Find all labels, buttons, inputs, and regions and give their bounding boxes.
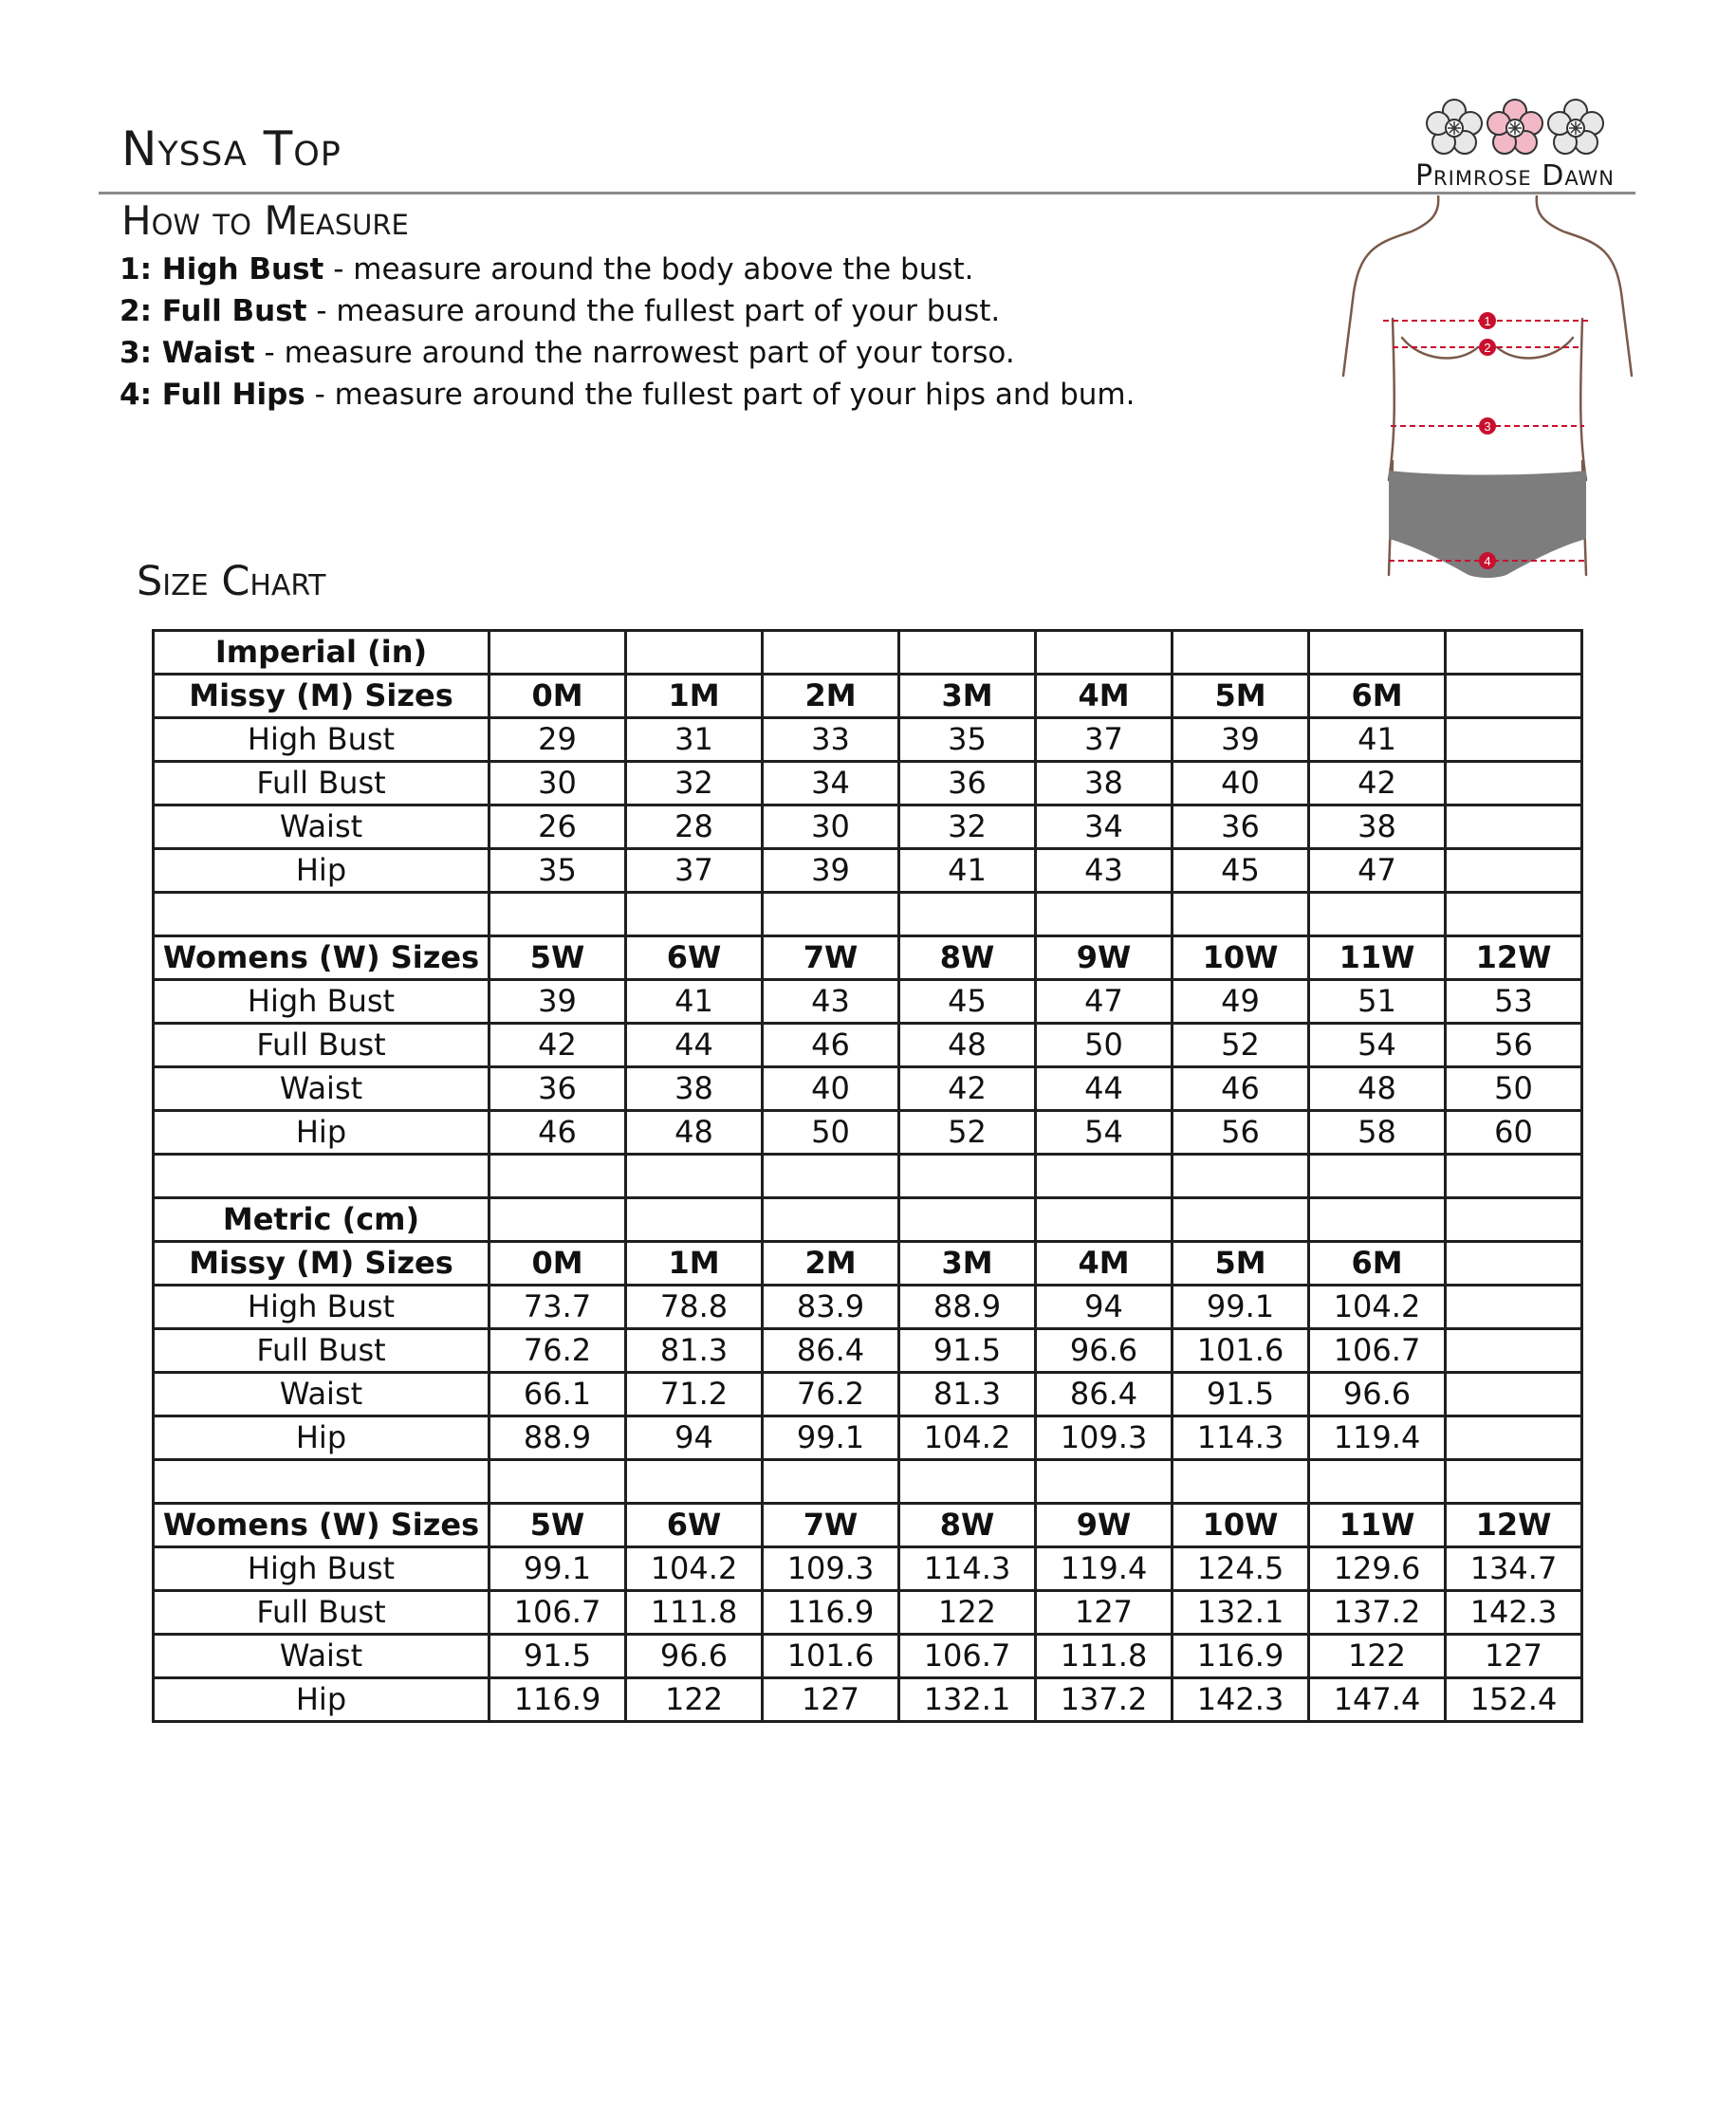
svg-text:3: 3 (1484, 419, 1491, 434)
table-cell: 0M (489, 1242, 626, 1286)
table-cell: 99.1 (1173, 1286, 1309, 1329)
table-cell: 26 (489, 805, 626, 849)
table-cell: 116.9 (1173, 1635, 1309, 1678)
table-cell: 49 (1173, 980, 1309, 1024)
table-cell: 101.6 (763, 1635, 899, 1678)
table-cell: 119.4 (1309, 1416, 1446, 1460)
table-cell: 96.6 (1309, 1373, 1446, 1416)
table-cell (1446, 1242, 1582, 1286)
table-cell: 106.7 (899, 1635, 1036, 1678)
table-cell (489, 1198, 626, 1242)
row-label-cell: Hip (154, 1678, 489, 1722)
table-cell: 116.9 (763, 1591, 899, 1635)
table-cell: 122 (1309, 1635, 1446, 1678)
table-cell: 30 (489, 762, 626, 805)
row-label-cell (154, 1155, 489, 1198)
table-cell: 11W (1309, 1504, 1446, 1547)
table-cell: 88.9 (899, 1286, 1036, 1329)
table-cell: 29 (489, 718, 626, 762)
table-cell (1309, 631, 1446, 675)
table-cell: 94 (1036, 1286, 1173, 1329)
table-cell: 134.7 (1446, 1547, 1582, 1591)
table-cell: 2M (763, 1242, 899, 1286)
row-label-cell: Full Bust (154, 1329, 489, 1373)
table-cell: 36 (899, 762, 1036, 805)
table-cell (1036, 1198, 1173, 1242)
table-row (154, 1635, 1582, 1678)
table-cell: 7W (763, 936, 899, 980)
row-label-cell: High Bust (154, 1286, 489, 1329)
table-cell: 104.2 (1309, 1286, 1446, 1329)
row-label-cell: Waist (154, 1635, 489, 1678)
table-row (154, 1155, 1582, 1198)
table-cell: 48 (1309, 1067, 1446, 1111)
measure-instructions (120, 249, 1305, 416)
table-row (154, 675, 1582, 718)
table-cell: 8W (899, 936, 1036, 980)
table-cell (1036, 1155, 1173, 1198)
table-row (154, 1460, 1582, 1504)
table-cell: 41 (626, 980, 763, 1024)
svg-text:2: 2 (1484, 341, 1491, 355)
row-label-cell: Hip (154, 1111, 489, 1155)
table-cell: 56 (1446, 1024, 1582, 1067)
table-cell (763, 1155, 899, 1198)
table-row (154, 1329, 1582, 1373)
table-cell: 56 (1173, 1111, 1309, 1155)
table-cell (899, 631, 1036, 675)
table-cell: 73.7 (489, 1286, 626, 1329)
table-cell: 35 (899, 718, 1036, 762)
table-cell: 127 (1446, 1635, 1582, 1678)
table-cell (1446, 1329, 1582, 1373)
table-cell: 8W (899, 1504, 1036, 1547)
table-cell: 50 (1446, 1067, 1582, 1111)
table-cell: 104.2 (626, 1547, 763, 1591)
table-cell (626, 1155, 763, 1198)
table-cell: 2M (763, 675, 899, 718)
instruction-item: 4: Full Hips - measure around the fullest part of your hips and bum. (120, 378, 1136, 412)
table-cell: 109.3 (1036, 1416, 1173, 1460)
table-cell: 9W (1036, 1504, 1173, 1547)
table-cell: 127 (1036, 1591, 1173, 1635)
table-cell: 91.5 (489, 1635, 626, 1678)
table-cell: 4M (1036, 1242, 1173, 1286)
table-cell: 106.7 (1309, 1329, 1446, 1373)
table-row (154, 1198, 1582, 1242)
table-cell: 86.4 (763, 1329, 899, 1373)
table-cell: 7W (763, 1504, 899, 1547)
table-cell: 0M (489, 675, 626, 718)
table-cell: 45 (1173, 849, 1309, 893)
table-cell: 99.1 (763, 1416, 899, 1460)
table-cell: 91.5 (1173, 1373, 1309, 1416)
table-cell: 9W (1036, 936, 1173, 980)
table-cell: 42 (489, 1024, 626, 1067)
table-row (154, 1591, 1582, 1635)
table-cell: 46 (489, 1111, 626, 1155)
table-cell: 11W (1309, 936, 1446, 980)
table-cell: 88.9 (489, 1416, 626, 1460)
table-cell: 42 (899, 1067, 1036, 1111)
brand-logo (1377, 99, 1653, 193)
pink-flower-icon (1486, 99, 1544, 157)
table-cell: 6W (626, 936, 763, 980)
table-cell: 76.2 (763, 1373, 899, 1416)
table-cell: 45 (899, 980, 1036, 1024)
table-cell: 76.2 (489, 1329, 626, 1373)
table-cell: 147.4 (1309, 1678, 1446, 1722)
table-row (154, 1024, 1582, 1067)
table-cell: 6W (626, 1504, 763, 1547)
table-cell (763, 893, 899, 936)
table-cell (1036, 1460, 1173, 1504)
table-cell: 47 (1036, 980, 1173, 1024)
row-label-cell: Full Bust (154, 762, 489, 805)
table-row (154, 1286, 1582, 1329)
table-cell: 35 (489, 849, 626, 893)
table-cell: 33 (763, 718, 899, 762)
row-label-cell: Womens (W) Sizes (154, 936, 489, 980)
table-cell (489, 1460, 626, 1504)
table-cell: 127 (763, 1678, 899, 1722)
table-cell (1446, 675, 1582, 718)
how-to-measure-heading: How to Measure (121, 197, 409, 244)
table-cell: 137.2 (1309, 1591, 1446, 1635)
table-cell: 40 (1173, 762, 1309, 805)
table-cell: 124.5 (1173, 1547, 1309, 1591)
table-cell (489, 1155, 626, 1198)
table-cell (899, 893, 1036, 936)
row-label-cell: High Bust (154, 980, 489, 1024)
table-cell: 50 (763, 1111, 899, 1155)
table-cell: 30 (763, 805, 899, 849)
table-cell (1446, 893, 1582, 936)
table-cell (763, 1198, 899, 1242)
row-label-cell: Hip (154, 1416, 489, 1460)
row-label-cell (154, 893, 489, 936)
gray-flower-icon (1546, 99, 1605, 157)
table-cell: 48 (899, 1024, 1036, 1067)
table-cell: 96.6 (1036, 1329, 1173, 1373)
table-cell: 60 (1446, 1111, 1582, 1155)
table-cell (1173, 1198, 1309, 1242)
table-row (154, 1678, 1582, 1722)
table-row (154, 1067, 1582, 1111)
table-cell: 44 (1036, 1067, 1173, 1111)
table-row (154, 1504, 1582, 1547)
table-cell (1446, 762, 1582, 805)
table-cell: 52 (899, 1111, 1036, 1155)
table-cell: 116.9 (489, 1678, 626, 1722)
table-cell: 50 (1036, 1024, 1173, 1067)
table-cell: 47 (1309, 849, 1446, 893)
row-label-cell: High Bust (154, 718, 489, 762)
instruction-item: 3: Waist - measure around the narrowest part of your torso. (120, 336, 1015, 370)
measure-marker-4 (1479, 552, 1496, 569)
page-title: Nyssa Top (121, 121, 342, 176)
table-cell: 41 (1309, 718, 1446, 762)
table-row (154, 1373, 1582, 1416)
row-label-cell: High Bust (154, 1547, 489, 1591)
table-cell: 3M (899, 675, 1036, 718)
table-cell: 41 (899, 849, 1036, 893)
body-measurement-figure (1336, 195, 1639, 584)
table-cell: 34 (1036, 805, 1173, 849)
table-cell: 44 (626, 1024, 763, 1067)
measure-marker-2 (1479, 339, 1496, 356)
table-cell (899, 1460, 1036, 1504)
table-cell: 111.8 (1036, 1635, 1173, 1678)
table-cell: 99.1 (489, 1547, 626, 1591)
table-cell (763, 631, 899, 675)
table-cell: 111.8 (626, 1591, 763, 1635)
gray-flower-icon (1425, 99, 1484, 157)
table-cell: 28 (626, 805, 763, 849)
table-cell: 119.4 (1036, 1547, 1173, 1591)
table-cell (1036, 893, 1173, 936)
table-cell (1446, 718, 1582, 762)
table-row (154, 849, 1582, 893)
size-chart-table (152, 629, 1583, 1723)
table-cell: 43 (1036, 849, 1173, 893)
table-cell: 66.1 (489, 1373, 626, 1416)
table-cell (763, 1460, 899, 1504)
table-cell: 46 (763, 1024, 899, 1067)
table-cell: 12W (1446, 936, 1582, 980)
table-cell: 91.5 (899, 1329, 1036, 1373)
instruction-item: 2: Full Bust - measure around the fullest part of your bust. (120, 294, 1001, 328)
table-cell (1309, 1198, 1446, 1242)
table-cell: 40 (763, 1067, 899, 1111)
table-cell: 38 (626, 1067, 763, 1111)
table-cell: 3M (899, 1242, 1036, 1286)
table-cell: 5W (489, 936, 626, 980)
table-cell: 122 (626, 1678, 763, 1722)
row-label-cell: Missy (M) Sizes (154, 675, 489, 718)
table-cell (1309, 1155, 1446, 1198)
row-label-cell: Hip (154, 849, 489, 893)
table-cell: 6M (1309, 675, 1446, 718)
svg-text:4: 4 (1484, 554, 1491, 568)
table-cell (1446, 1198, 1582, 1242)
table-cell: 81.3 (626, 1329, 763, 1373)
table-cell: 5W (489, 1504, 626, 1547)
table-cell (1173, 631, 1309, 675)
table-cell: 53 (1446, 980, 1582, 1024)
table-cell (626, 1460, 763, 1504)
table-cell: 142.3 (1446, 1591, 1582, 1635)
table-cell: 106.7 (489, 1591, 626, 1635)
table-cell (1446, 805, 1582, 849)
table-cell: 32 (899, 805, 1036, 849)
table-cell: 137.2 (1036, 1678, 1173, 1722)
table-cell: 114.3 (1173, 1416, 1309, 1460)
table-cell (626, 1198, 763, 1242)
table-cell (626, 631, 763, 675)
table-cell (1446, 1460, 1582, 1504)
table-cell (1446, 1416, 1582, 1460)
table-cell: 104.2 (899, 1416, 1036, 1460)
brand-name: Primrose Dawn (1414, 159, 1616, 193)
table-row (154, 718, 1582, 762)
row-label-cell: Waist (154, 1067, 489, 1111)
table-cell: 132.1 (1173, 1591, 1309, 1635)
table-cell: 37 (1036, 718, 1173, 762)
measure-marker-3 (1479, 417, 1496, 435)
table-cell: 48 (626, 1111, 763, 1155)
table-cell: 109.3 (763, 1547, 899, 1591)
row-label-cell: Waist (154, 1373, 489, 1416)
table-row (154, 1242, 1582, 1286)
table-row (154, 631, 1582, 675)
table-row (154, 762, 1582, 805)
table-cell: 96.6 (626, 1635, 763, 1678)
table-cell (1309, 1460, 1446, 1504)
table-cell: 114.3 (899, 1547, 1036, 1591)
table-cell: 12W (1446, 1504, 1582, 1547)
table-cell (1446, 631, 1582, 675)
table-cell (626, 893, 763, 936)
row-label-cell: Waist (154, 805, 489, 849)
table-cell (1446, 1286, 1582, 1329)
table-cell (1173, 893, 1309, 936)
table-cell (1173, 1460, 1309, 1504)
table-cell: 54 (1036, 1111, 1173, 1155)
table-cell (899, 1198, 1036, 1242)
row-label-cell: Full Bust (154, 1591, 489, 1635)
table-cell: 34 (763, 762, 899, 805)
row-label-cell: Missy (M) Sizes (154, 1242, 489, 1286)
table-cell: 10W (1173, 1504, 1309, 1547)
table-row (154, 980, 1582, 1024)
table-cell: 142.3 (1173, 1678, 1309, 1722)
row-label-cell: Full Bust (154, 1024, 489, 1067)
table-cell (1446, 849, 1582, 893)
table-cell: 10W (1173, 936, 1309, 980)
table-cell: 39 (489, 980, 626, 1024)
table-cell: 129.6 (1309, 1547, 1446, 1591)
instruction-item: 1: High Bust - measure around the body above the bust. (120, 252, 974, 287)
table-cell: 1M (626, 675, 763, 718)
row-label-cell (154, 1460, 489, 1504)
table-cell: 1M (626, 1242, 763, 1286)
table-cell: 81.3 (899, 1373, 1036, 1416)
table-cell: 78.8 (626, 1286, 763, 1329)
table-row (154, 893, 1582, 936)
table-cell: 36 (489, 1067, 626, 1111)
table-row (154, 1416, 1582, 1460)
table-cell: 31 (626, 718, 763, 762)
table-cell: 42 (1309, 762, 1446, 805)
table-cell: 39 (1173, 718, 1309, 762)
table-cell (489, 631, 626, 675)
table-cell: 38 (1309, 805, 1446, 849)
table-cell: 58 (1309, 1111, 1446, 1155)
table-cell: 83.9 (763, 1286, 899, 1329)
table-cell (899, 1155, 1036, 1198)
table-cell: 4M (1036, 675, 1173, 718)
table-cell: 52 (1173, 1024, 1309, 1067)
table-cell (489, 893, 626, 936)
table-row (154, 1111, 1582, 1155)
size-chart-heading: Size Chart (137, 558, 326, 605)
table-cell (1309, 893, 1446, 936)
table-cell (1036, 631, 1173, 675)
table-cell: 152.4 (1446, 1678, 1582, 1722)
table-cell: 122 (899, 1591, 1036, 1635)
table-row (154, 936, 1582, 980)
svg-text:1: 1 (1484, 314, 1491, 328)
table-row (154, 805, 1582, 849)
table-cell: 71.2 (626, 1373, 763, 1416)
table-cell: 51 (1309, 980, 1446, 1024)
measure-marker-1 (1479, 312, 1496, 329)
size-chart-body (154, 631, 1582, 1722)
table-cell: 54 (1309, 1024, 1446, 1067)
row-label-cell: Imperial (in) (154, 631, 489, 675)
table-cell: 5M (1173, 1242, 1309, 1286)
table-cell: 101.6 (1173, 1329, 1309, 1373)
table-cell (1446, 1373, 1582, 1416)
table-cell: 5M (1173, 675, 1309, 718)
table-cell: 32 (626, 762, 763, 805)
table-cell (1446, 1155, 1582, 1198)
table-cell: 94 (626, 1416, 763, 1460)
flower-logo-icon (1377, 99, 1653, 157)
table-cell: 132.1 (899, 1678, 1036, 1722)
table-cell: 46 (1173, 1067, 1309, 1111)
table-cell: 36 (1173, 805, 1309, 849)
table-cell: 43 (763, 980, 899, 1024)
table-cell: 38 (1036, 762, 1173, 805)
row-label-cell: Womens (W) Sizes (154, 1504, 489, 1547)
table-cell: 6M (1309, 1242, 1446, 1286)
table-row (154, 1547, 1582, 1591)
table-cell: 37 (626, 849, 763, 893)
table-cell (1173, 1155, 1309, 1198)
row-label-cell: Metric (cm) (154, 1198, 489, 1242)
table-cell: 86.4 (1036, 1373, 1173, 1416)
table-cell: 39 (763, 849, 899, 893)
